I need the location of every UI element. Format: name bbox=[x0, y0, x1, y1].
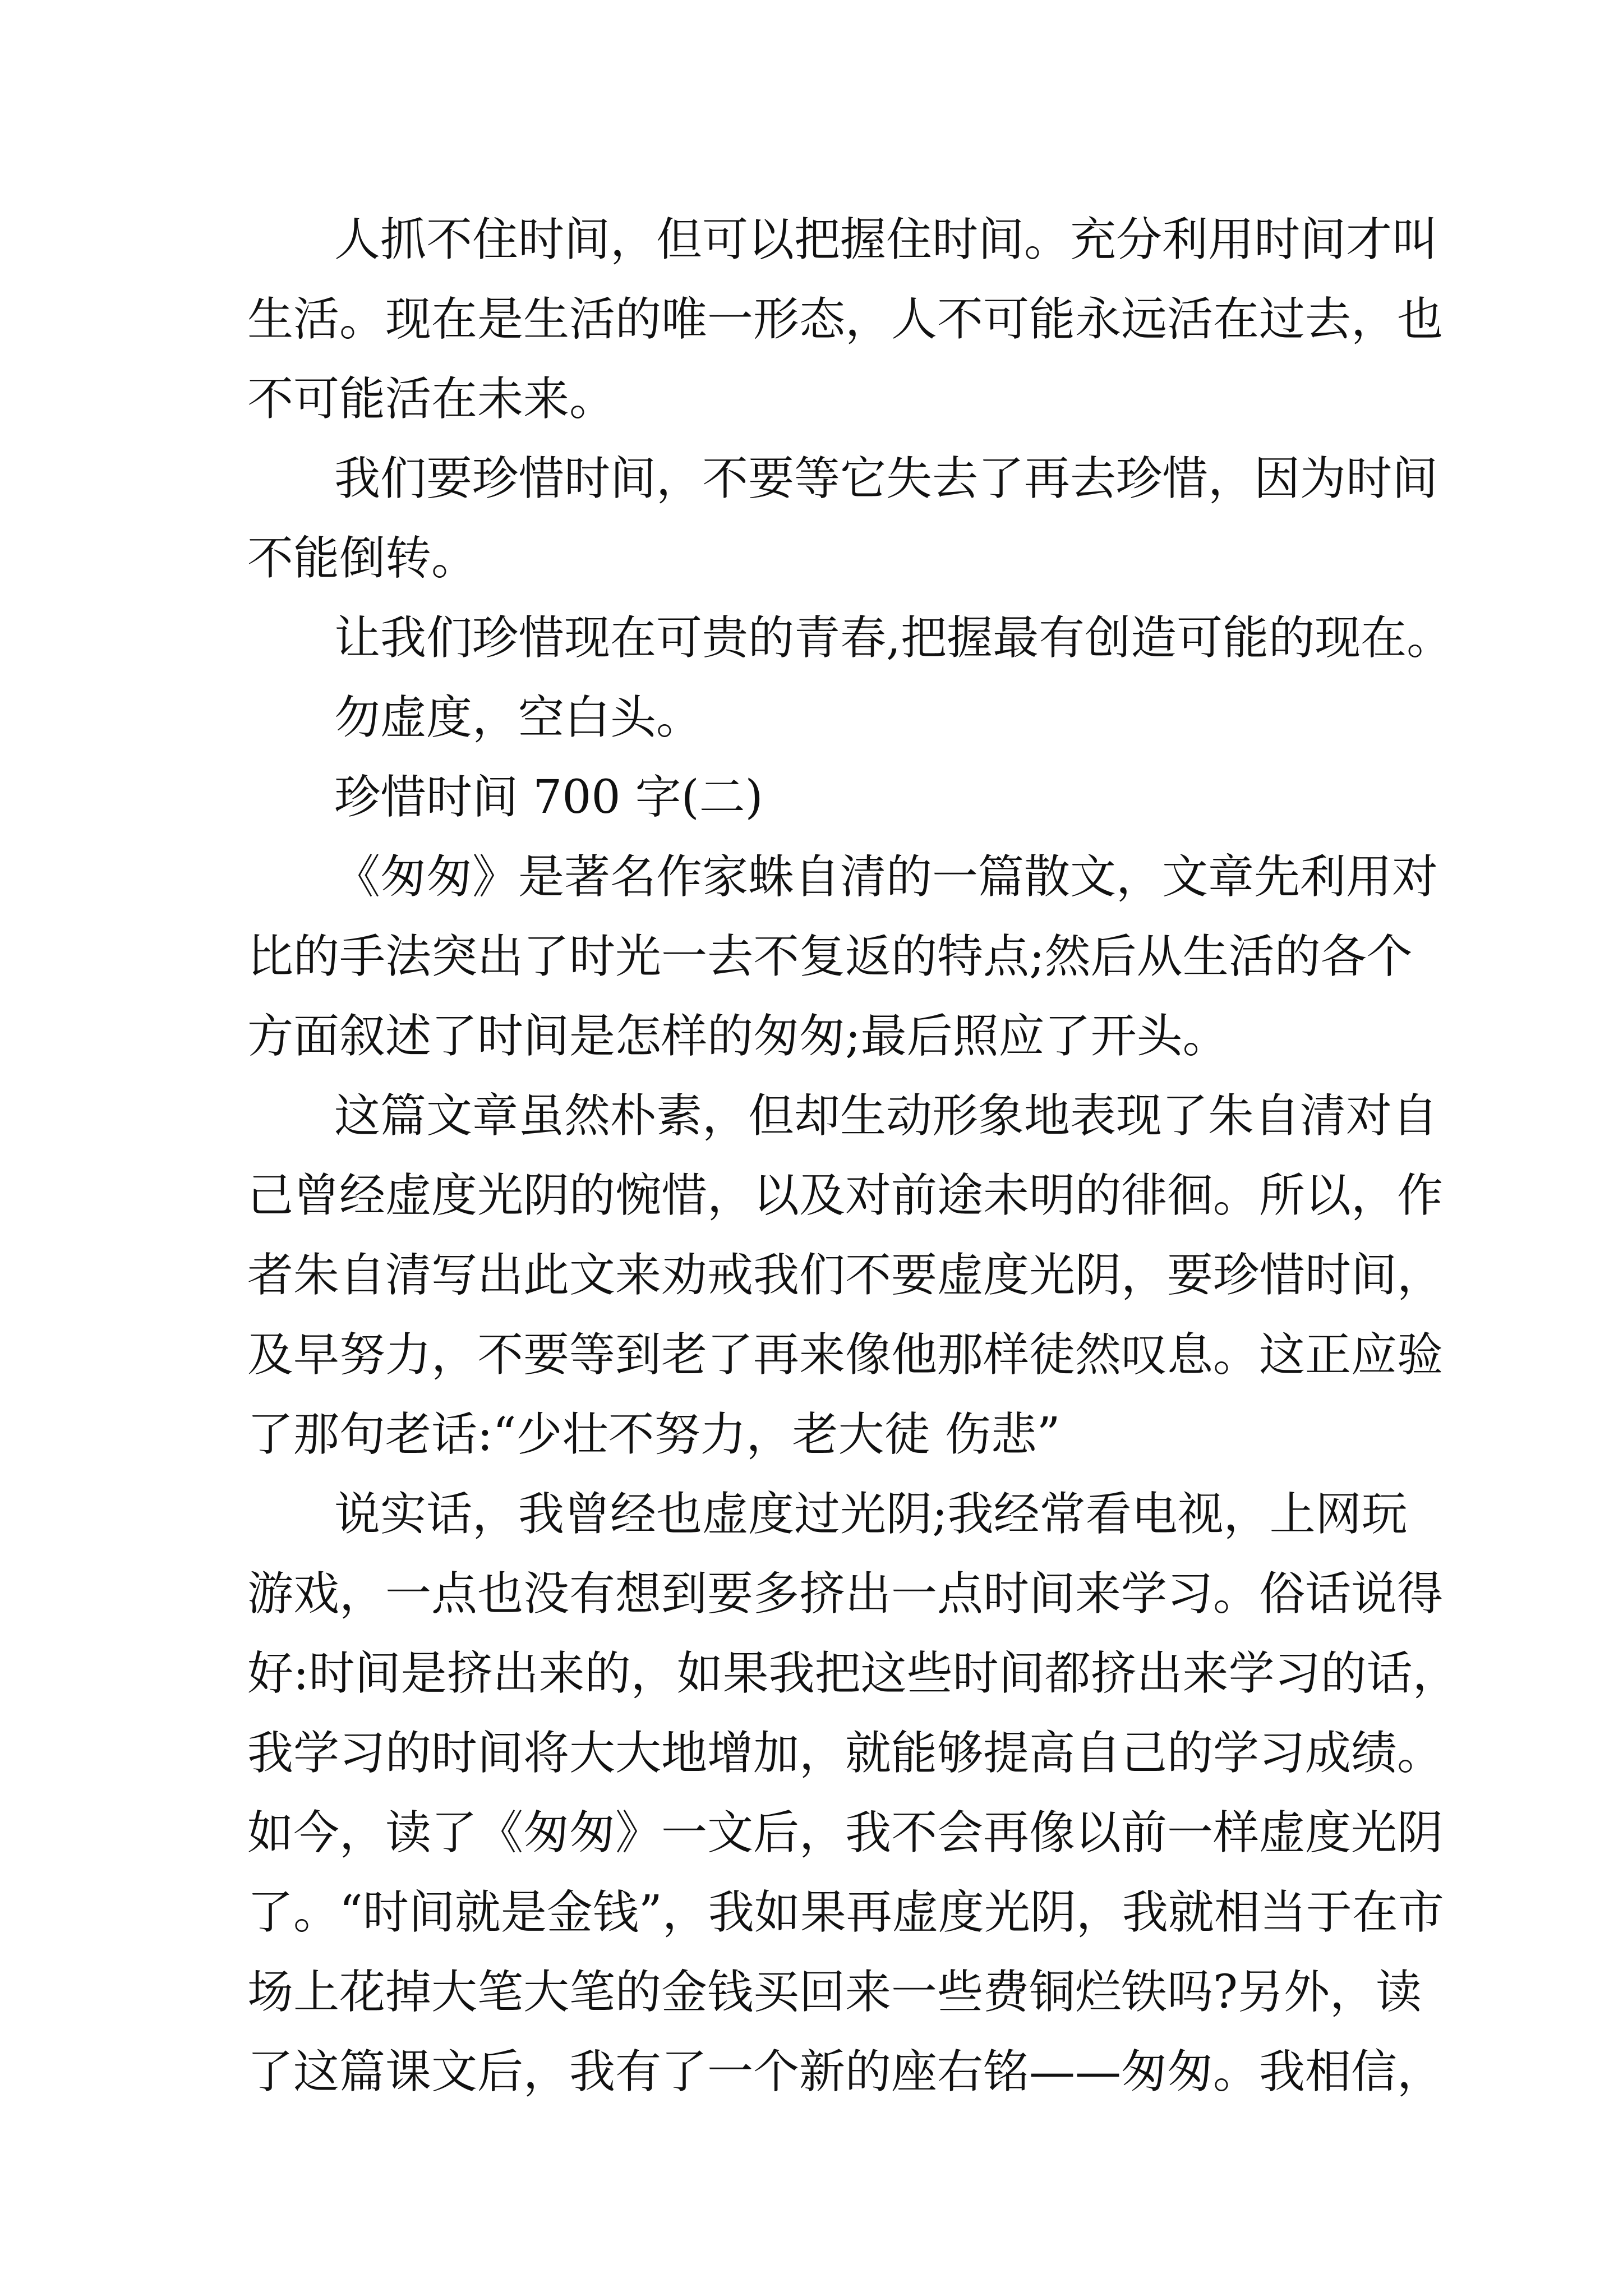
text-line: 勿虚度，空白头。 bbox=[334, 691, 703, 744]
text-line: 生活。现在是生活的唯一形态，人不可能永远活在过去，也 bbox=[247, 293, 1444, 346]
text-line: 不能倒转。 bbox=[247, 532, 478, 585]
text-line: 及早努力，不要等到老了再来像他那样徒然叹息。这正应验 bbox=[247, 1328, 1444, 1382]
text-line: 让我们珍惜现在可贵的青春,把握最有创造可能的现在。 bbox=[334, 611, 1453, 665]
text-line: 我们要珍惜时间，不要等它失去了再去珍惜，因为时间 bbox=[334, 452, 1438, 505]
text-line: 人抓不住时间，但可以把握住时间。充分利用时间才叫 bbox=[334, 213, 1438, 266]
text-line: 游戏，一点也没有想到要多挤出一点时间来学习。俗话说得 bbox=[247, 1567, 1444, 1621]
text-line: 了。“时间就是金钱”，我如果再虚度光阴，我就相当于在市 bbox=[247, 1886, 1444, 1939]
text-line: 了那句老话:“少壮不努力，老大徒 伤悲” bbox=[247, 1408, 1061, 1461]
text-line: 不可能活在未来。 bbox=[247, 372, 616, 426]
text-line: 己曾经虚度光阴的惋惜，以及对前途未明的徘徊。所以，作 bbox=[247, 1169, 1444, 1222]
text-line: 我学习的时间将大大地增加，就能够提高自己的学习成绩。 bbox=[247, 1727, 1444, 1780]
text-line: 说实话，我曾经也虚度过光阴;我经常看电视，上网玩 bbox=[334, 1488, 1408, 1541]
text-line: 如今，读了《匆匆》一文后，我不会再像以前一样虚度光阴 bbox=[247, 1806, 1444, 1860]
text-line: 了这篇课文后，我有了一个新的座右铭——匆匆。我相信， bbox=[247, 2045, 1444, 2099]
text-line: 《匆匆》是著名作家蛛自清的一篇散文，文章先利用对 bbox=[334, 850, 1438, 904]
text-line: 好:时间是挤出来的，如果我把这些时间都挤出来学习的话， bbox=[247, 1647, 1459, 1700]
text-line: 场上花掉大笔大笔的金钱买回来一些费铜烂铁吗?另外，读 bbox=[247, 1966, 1422, 2019]
section-heading: 珍惜时间 700 字(二) bbox=[334, 771, 763, 824]
text-line: 比的手法突出了时光一去不复返的特点;然后从生活的各个 bbox=[247, 930, 1413, 983]
text-line: 方面叙述了时间是怎样的匆匆;最后照应了开头。 bbox=[247, 1010, 1229, 1063]
text-line: 者朱自清写出此文来劝戒我们不要虚度光阴，要珍惜时间， bbox=[247, 1249, 1444, 1302]
text-line: 这篇文章虽然朴素，但却生动形象地表现了朱自清对自 bbox=[334, 1089, 1438, 1143]
